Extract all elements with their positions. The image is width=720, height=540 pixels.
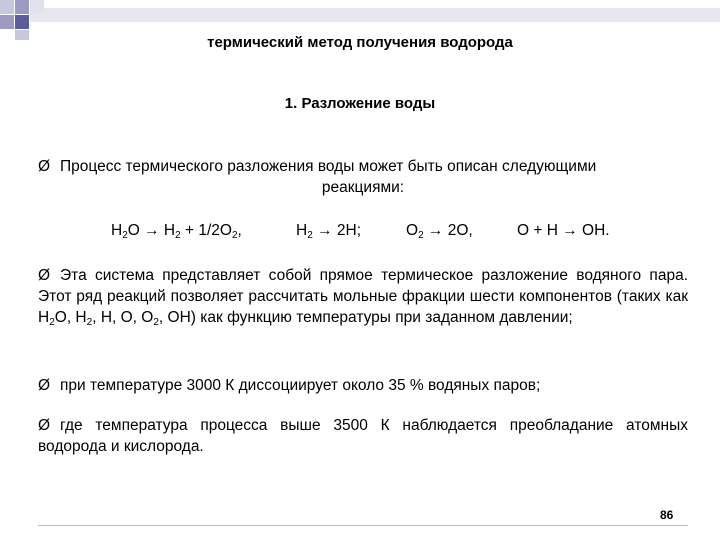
square-decoration xyxy=(0,15,14,29)
intro-line-2: реакциями: xyxy=(321,179,405,196)
reaction-2: $H_2 \to 2H$; xyxy=(296,222,361,241)
bullet-arrow-icon: Ø xyxy=(38,377,51,394)
bullet-dissociation-3000k: Ø при температуре 3000 К диссоциирует около 35 % водяных паров; xyxy=(38,377,541,394)
section-heading: 1. Разложение воды xyxy=(284,95,436,112)
bullet-above-3500k: Ø где температура процесса выше 3500 К наблюдается преобладание атомных водорода и кислорода. xyxy=(38,417,688,455)
slide-title: термический метод получения водорода xyxy=(207,34,513,51)
square-decoration xyxy=(15,0,29,14)
bullet-arrow-icon: Ø xyxy=(38,158,51,175)
bullet-system-description: Ø Эта система представляет собой прямое термическое разложение водяного пара. Этот ряд реакций позволяет рассчитать мольные фракции шести компонентов (таких как $H_2O$, $H_2$, H, O, $O_2$, OH) как функцию температуры при заданном давлении; xyxy=(38,267,688,328)
reaction-1: $H_2O \to H_2 + 1/2O_2$, xyxy=(111,222,242,241)
square-decoration xyxy=(0,0,14,14)
intro-line-1: Процесс термического разложения воды может быть описан следующими xyxy=(60,158,597,175)
bullet-arrow-icon: Ø xyxy=(38,267,51,284)
square-decoration xyxy=(15,15,29,29)
page-number: 86 xyxy=(660,508,674,522)
reaction-3: $O_2 \to 2O$, xyxy=(406,222,473,241)
square-decoration xyxy=(30,0,44,14)
bullet-intro xyxy=(38,156,688,198)
reactions-row xyxy=(0,222,720,244)
reaction-4: O + H → OH. xyxy=(517,222,610,239)
band-decoration xyxy=(30,8,720,22)
footer-divider xyxy=(38,525,688,526)
bullet-arrow-icon: Ø xyxy=(38,417,51,434)
